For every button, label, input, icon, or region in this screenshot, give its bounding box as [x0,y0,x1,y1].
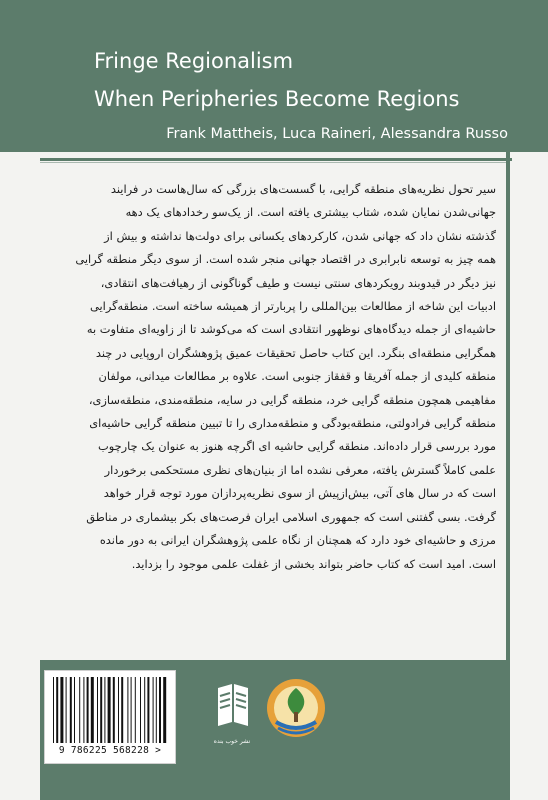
blurb-line: سیر تحول نظریه‌های منطقه گرایی، با گسست‌های بزرگی که سال‌هاست در فرایند [110,182,496,196]
barcode-bars [51,677,169,743]
isbn-digits: 9 786225 568228 > [58,745,162,756]
blurb-line: حاشیه‌ای از جمله دیدگاه‌های نوظهور انتقادی است که می‌کوشد تا از زاویه‌ای متفاوت به [86,322,496,337]
blurb-line: همگرایی منطقه‌ای بنگرد. این کتاب حاصل تحقیقات عمیق پژوهشگران اروپایی در چند [95,345,496,360]
book-title-line-2: When Peripheries Become Regions [94,87,460,111]
blurb-text [46,178,496,648]
frame-rule-top [40,158,512,161]
blurb-line: است که در سال های آتی، بیش‌ازپیش از سوی نظریه‌پردازان مورد توجه قرار خواهد [103,486,496,501]
isbn-barcode [44,670,176,764]
blurb-line: گذشته نشان داد که جهانی شدن، کارکردهای یکسانی برای دولت‌ها نداشته و بیش از [104,228,496,243]
blurb-line: مورد بررسی قرار داده‌اند. منطقه گرایی حاشیه ای اگرچه هنوز به عنوان یک چارچوب [98,439,496,454]
publisher-logo-icon [210,682,254,742]
frame-rule-thin [40,162,506,163]
blurb-line: مرزی و حاشیه‌ای خود دارد که همچنان از نگاه علمی پژوهشگران ایرانی به دور مانده [99,533,496,548]
blurb-line: ادبیات این شاخه از مطالعات بین‌المللی را پربارتر از همیشه ساخته است. منطقه‌گرایی [89,299,496,314]
book-title-line-1: Fringe Regionalism [94,49,294,73]
institution-seal-icon [264,676,328,744]
blurb-line: علمی کاملاً گسترش یافته، معرفی نشده اما از بنیان‌های نظری مستحکمی برخوردار [104,462,496,477]
blurb-line: مفاهیمی همچون منطقه گرایی خرد، منطقه گرایی در سایه، منطقه‌مندی، منطقه‌سازی، [88,392,496,407]
blurb-line: همه چیز به توسعه نابرابری در اقتصاد جهانی منجر شده است. از سوی دیگر منطقه گرایی [75,252,496,267]
header-band [0,0,548,152]
blurb-line: جهانی‌شدن نمایان شده، شتاب بیشتری یافته است. از یک‌سو رخدادهای یک دهه [125,205,496,220]
blurb-line: منطقه کلیدی از جمله آفریقا و قفقاز جنوبی است. علاوه بر مطالعات میدانی، مولفان [98,369,496,384]
blurb-line: منطقه گرایی فرادولتی، منطقه‌بودگی و منطقه‌مداری را تا تبیین منطقه گرایی حاشیه‌ای [89,416,496,431]
authors: Frank Mattheis, Luca Raineri, Alessandra Russo [166,126,508,142]
blurb-line: نیز دیگر در قیدوبند رویکردهای سنتی نیست و طیف گوناگونی از رهیافت‌های انتقادی، [100,275,496,290]
frame-rule-right [506,152,510,800]
publisher-name: نشر خوب بنده [213,738,251,745]
blurb-line: گرفت. بسی گفتنی است که جمهوری اسلامی ایران فرصت‌های بکر بیشماری در مناطق [86,509,496,524]
blurb-line: است. امید است که کتاب حاضر بتواند بخشی از غفلت علمی موجود را بزداید. [131,556,496,571]
